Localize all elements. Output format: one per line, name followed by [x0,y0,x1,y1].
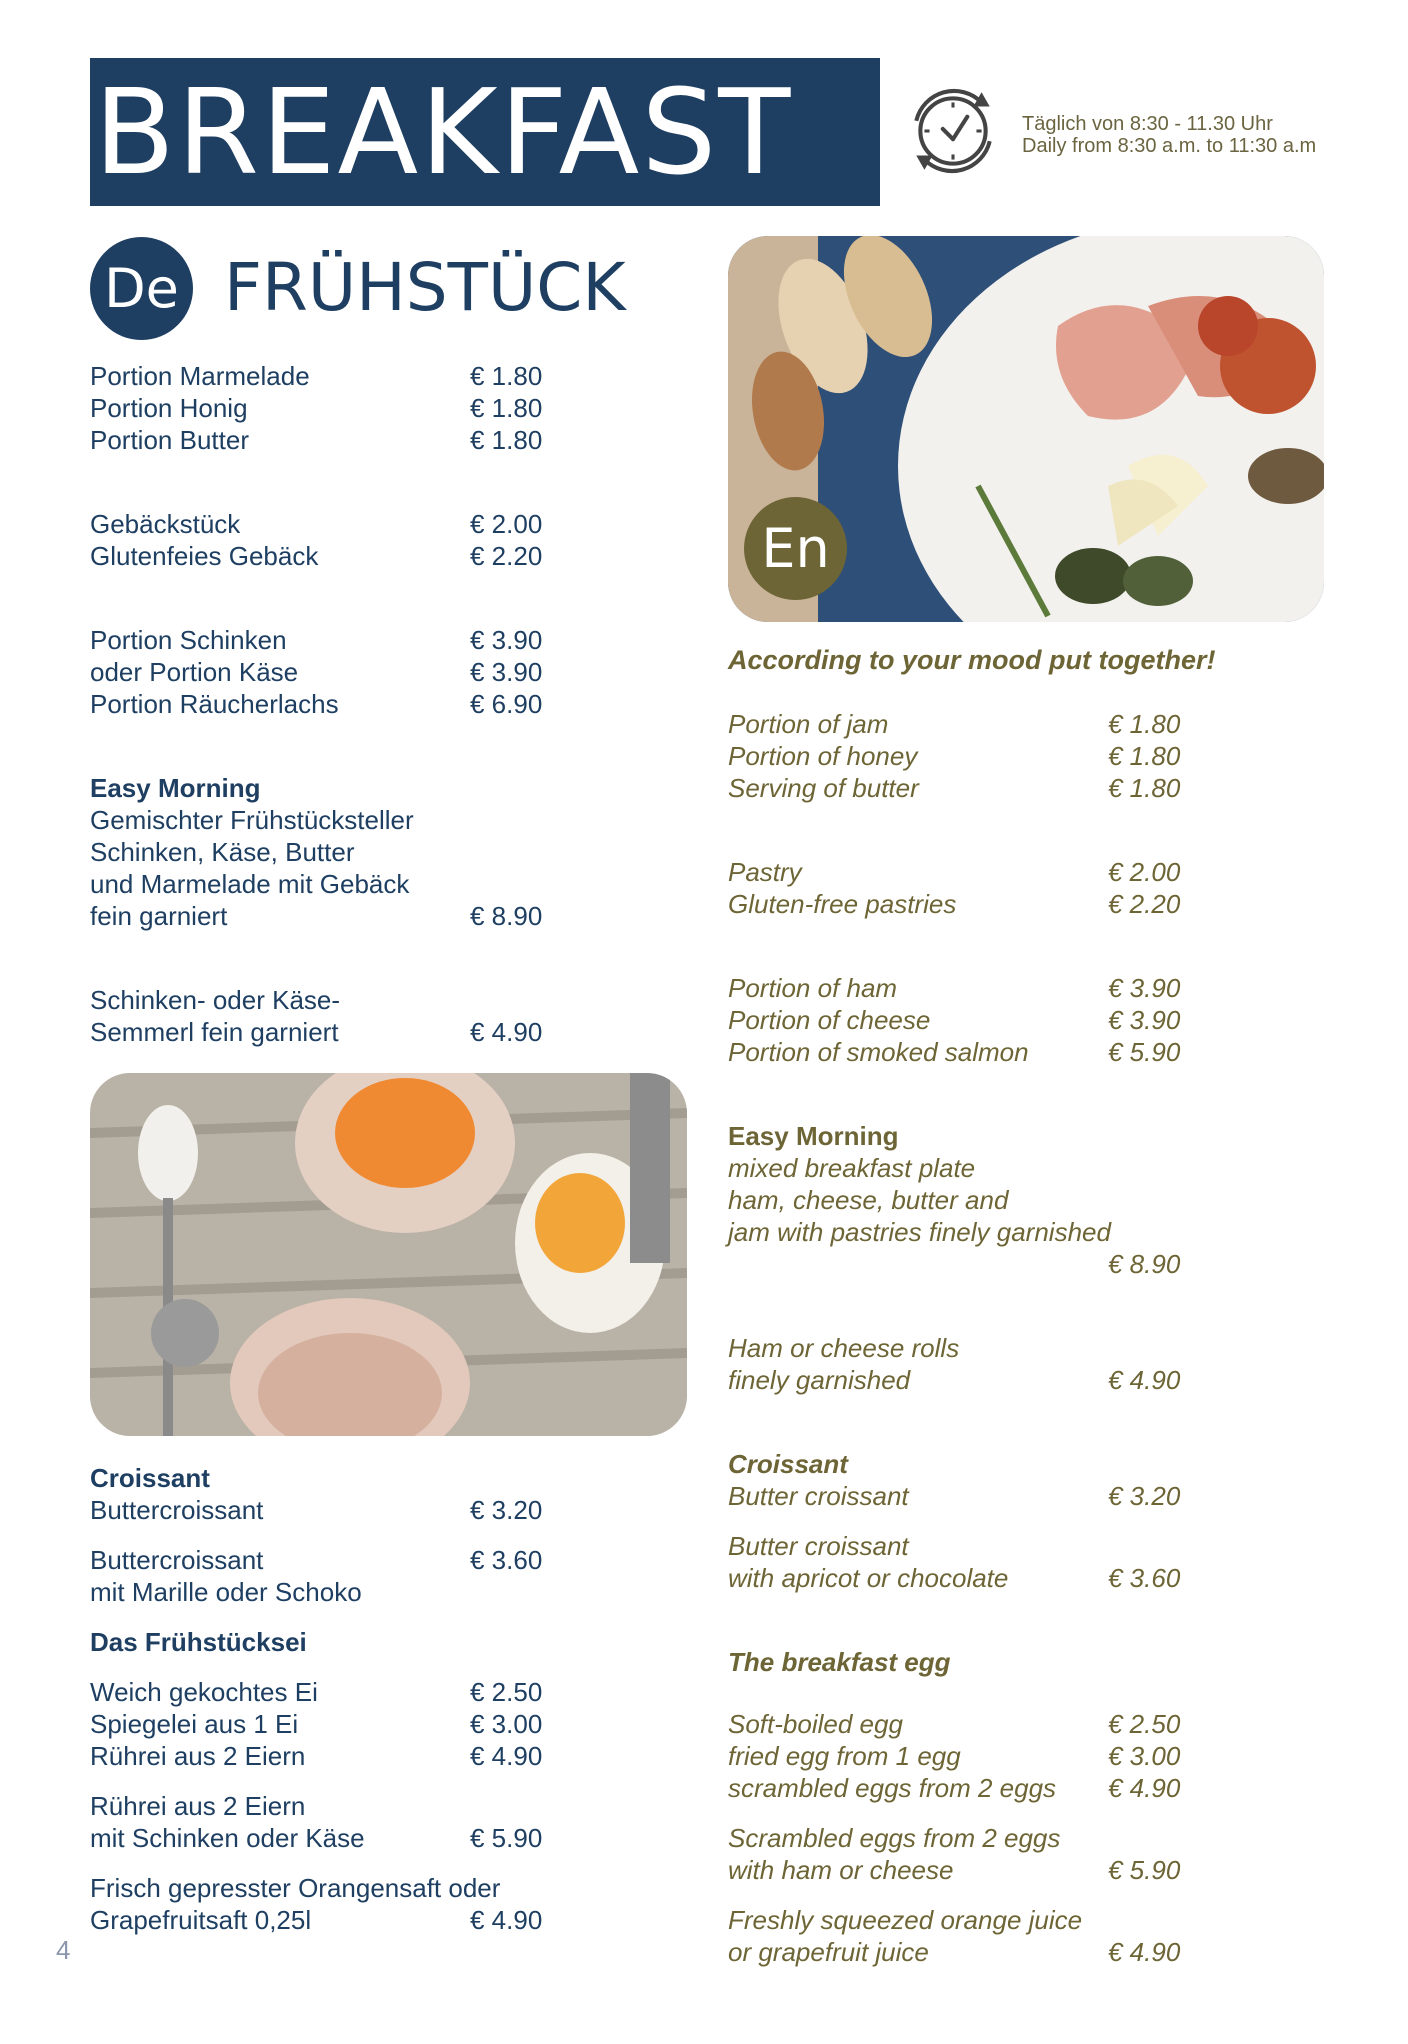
menu-item: Grapefruitsaft 0,25l € 4.90 [90,1905,543,1935]
menu-item: Portion of cheese € 3.90 [728,1005,1181,1035]
price: € 3.60 [1108,1563,1181,1593]
menu-item: or grapefruit juice € 4.90 [728,1937,1181,1967]
menu-item: Schinken- oder Käse- [90,985,341,1015]
page-number: 4 [56,1935,71,1965]
eggs-photo [90,1073,687,1436]
menu-item [728,1248,1268,1280]
price: € 2.00 [470,509,543,539]
price: € 5.90 [470,1823,543,1853]
menu-item: Freshly squeezed orange juice [728,1905,1083,1935]
price: € 3.60 [470,1545,543,1575]
breakfast-title-banner: BREAKFAST [90,58,880,206]
price: € 2.20 [1108,889,1181,919]
menu-item: Spiegelei aus 1 Ei € 3.00 [90,1709,543,1739]
price: € 2.50 [470,1677,543,1707]
price: € 2.00 [1108,857,1181,887]
price: € 3.90 [470,625,543,655]
menu-item: fried egg from 1 egg € 3.00 [728,1741,1181,1771]
menu-item: finely garnished € 4.90 [728,1365,1181,1395]
price: € 1.80 [1108,773,1181,803]
menu-item: Portion Räucherlachs € 6.90 [90,689,543,719]
section-title: Easy Morning [728,1121,899,1151]
price: € 3.90 [1108,1005,1181,1035]
menu-item: with apricot or chocolate € 3.60 [728,1563,1181,1593]
menu-item: Ham or cheese rolls [728,1333,960,1363]
menu-item: und Marmelade mit Gebäck [90,869,410,899]
menu-item: mit Schinken oder Käse € 5.90 [90,1823,543,1853]
menu-item: Glutenfeies Gebäck € 2.20 [90,541,543,571]
german-badge: De [90,237,193,340]
price: € 1.80 [1108,741,1181,771]
menu-item: Frisch gepresster Orangensaft oder [90,1873,501,1903]
price: € 4.90 [470,1905,543,1935]
menu-item: Soft-boiled egg € 2.50 [728,1709,1181,1739]
english-intro: According to your mood put together! [728,645,1216,675]
menu-item: Portion Marmelade € 1.80 [90,361,543,391]
price: € 4.90 [1108,1365,1181,1395]
price: € 2.50 [1108,1709,1181,1739]
section-title: Croissant [728,1449,848,1479]
menu-item: Buttercroissant € 3.20 [90,1495,543,1525]
menu-item: oder Portion Käse € 3.90 [90,657,543,687]
price: € 4.90 [470,1741,543,1771]
menu-item: Portion Butter € 1.80 [90,425,543,455]
price: € 1.80 [470,425,543,455]
menu-item: Serving of butter € 1.80 [728,773,1181,803]
menu-item: Portion of ham € 3.90 [728,973,1181,1003]
menu-item: Buttercroissant € 3.60 [90,1545,543,1575]
section-title: Das Frühstücksei [90,1627,307,1657]
price: € 4.90 [1108,1773,1181,1803]
menu-item: ham, cheese, butter and [728,1185,1009,1215]
menu-item: Portion of honey € 1.80 [728,741,1181,771]
menu-item: scrambled eggs from 2 eggs € 4.90 [728,1773,1181,1803]
price: € 5.90 [1108,1037,1181,1067]
price: € 1.80 [470,361,543,391]
menu-item: Portion of jam € 1.80 [728,709,1181,739]
section-title: Croissant [90,1463,210,1493]
english-menu [728,708,1268,1968]
menu-item: Rührei aus 2 Eiern € 4.90 [90,1741,543,1771]
opening-hours-en: Daily from 8:30 a.m. to 11:30 a.m [1022,135,1317,157]
menu-item: Gebäckstück € 2.00 [90,509,543,539]
menu-item: with ham or cheese € 5.90 [728,1855,1181,1885]
price: € 3.90 [1108,973,1181,1003]
price: € 4.90 [1108,1937,1181,1967]
price: € 8.90 [1108,1249,1181,1279]
price: € 3.00 [1108,1741,1181,1771]
price: € 6.90 [470,689,543,719]
price: € 1.80 [470,393,543,423]
menu-item: Butter croissant € 3.20 [728,1481,1181,1511]
menu-item: Scrambled eggs from 2 eggs [728,1823,1061,1853]
price: € 4.90 [470,1017,543,1047]
menu-item: Butter croissant [728,1531,909,1561]
menu-item: Schinken, Käse, Butter [90,837,355,867]
menu-item: Pastry € 2.00 [728,857,1181,887]
menu-item: Semmerl fein garniert € 4.90 [90,1017,543,1047]
menu-item: Portion Honig € 1.80 [90,393,543,423]
opening-hours-de: Täglich von 8:30 - 11.30 Uhr [1022,113,1273,135]
menu-item: fein garniert € 8.90 [90,901,543,931]
menu-item: Gluten-free pastries € 2.20 [728,889,1181,919]
menu-item: Gemischter Frühstücksteller [90,805,414,835]
english-badge: En [744,497,847,600]
opening-hours [1022,113,1316,157]
price: € 1.80 [1108,709,1181,739]
section-title: The breakfast egg [728,1647,951,1677]
section-title: Easy Morning [90,773,261,803]
menu-item: mixed breakfast plate [728,1153,976,1183]
price: € 3.00 [470,1709,543,1739]
price: € 3.90 [470,657,543,687]
clock-icon [902,80,1004,182]
price: € 2.20 [470,541,543,571]
price: € 8.90 [470,901,543,931]
menu-item: Weich gekochtes Ei € 2.50 [90,1677,543,1707]
price: € 5.90 [1108,1855,1181,1885]
menu-item: jam with pastries finely garnished [728,1217,1111,1247]
menu-item: Portion of smoked salmon € 5.90 [728,1037,1181,1067]
price: € 3.20 [1108,1481,1181,1511]
menu-item: mit Marille oder Schoko [90,1577,362,1607]
menu-item: Portion Schinken € 3.90 [90,625,543,655]
menu-item: Rührei aus 2 Eiern [90,1791,306,1821]
price: € 3.20 [470,1495,543,1525]
german-heading: FRÜHSTÜCK [224,249,626,326]
